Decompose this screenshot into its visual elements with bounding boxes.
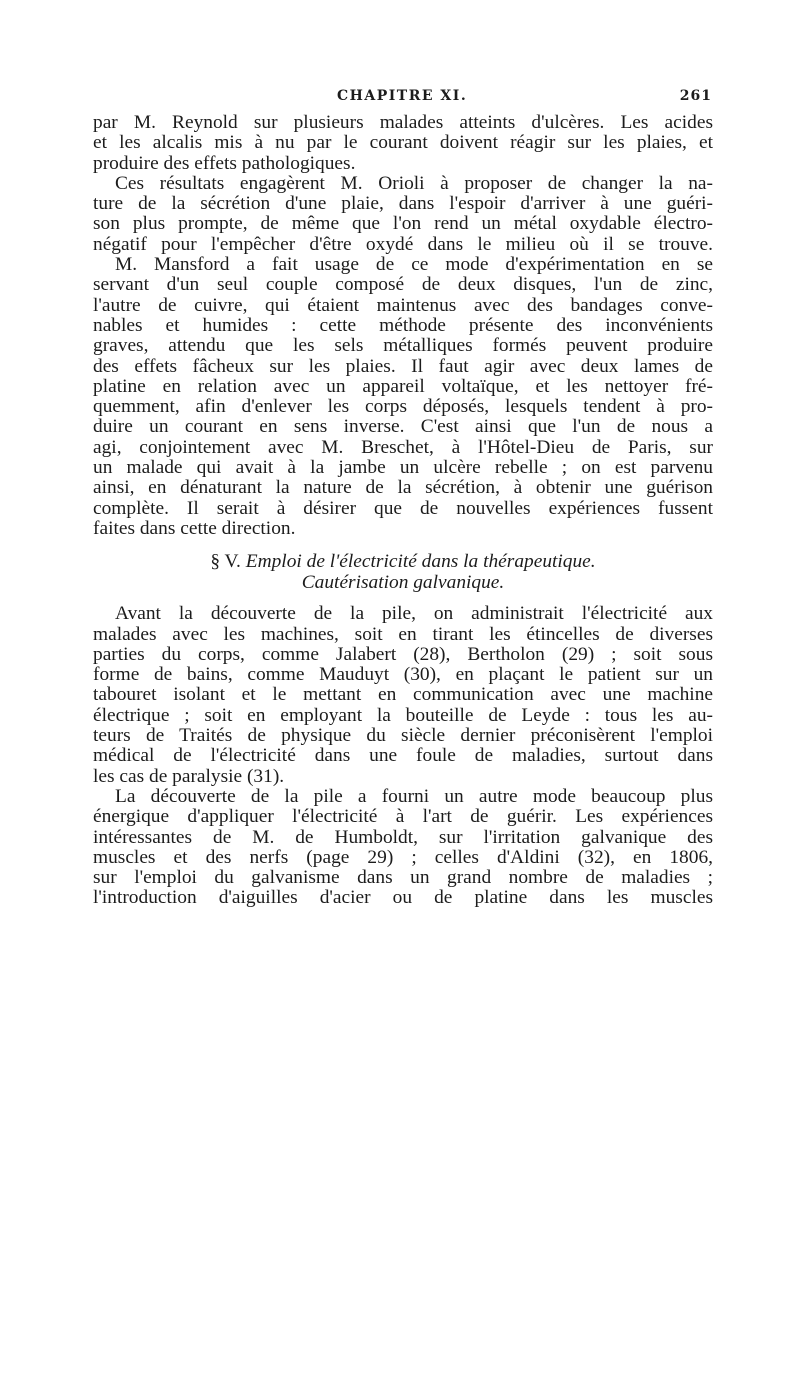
text-line: ainsi, en dénaturant la nature de la sécrétion, à obtenir une guérison — [93, 478, 713, 499]
text-line: M. Mansford a fait usage de ce mode d'expérimentation en se — [115, 255, 713, 276]
section-mark: § V. — [210, 551, 241, 573]
text-line: médical de l'électricité dans une foule de maladies, surtout dans — [93, 746, 713, 767]
page-number: 261 — [679, 88, 712, 104]
text-line: tabouret isolant et le mettant en communication avec une machine — [93, 685, 713, 706]
section-subtitle-text: Cautérisation galvanique. — [301, 572, 505, 594]
text-line: forme de bains, comme Mauduyt (30), en plaçant le patient sur un — [93, 665, 713, 686]
text-line: Ces résultats engagèrent M. Orioli à proposer de changer la na- — [115, 173, 713, 194]
text-line: sur l'emploi du galvanisme dans un grand nombre de maladies ; — [93, 868, 713, 889]
text-line: énergique d'appliquer l'électricité à l'art de guérir. Les expériences — [93, 807, 713, 828]
paragraph-orioli — [93, 174, 713, 255]
text-line: complète. Il serait à désirer que de nouvelles expériences fussent — [93, 498, 713, 519]
text-line: son plus prompte, de même que l'on rend un métal oxydable électro- — [93, 214, 713, 235]
text-line: teurs de Traités de physique du siècle dernier préconisèrent l'emploi — [93, 726, 713, 747]
text-line: un malade qui avait à la jambe un ulcère rebelle ; on est parvenu — [93, 458, 713, 479]
text-line: graves, attendu que les sels métalliques formés peuvent produire — [93, 336, 713, 357]
text-line: muscles et des nerfs (page 29) ; celles d'Aldini (32), en 1806, — [93, 847, 713, 868]
text-line: négatif pour l'empêcher d'être oxydé dans le milieu où il se trouve. — [93, 234, 713, 255]
body-text — [93, 113, 713, 909]
text-line: La découverte de la pile a fourni un autre mode beaucoup plus — [115, 786, 713, 807]
section-subtitle — [93, 572, 713, 593]
text-line: agi, conjointement avec M. Breschet, à l'Hôtel-Dieu de Paris, sur — [93, 437, 713, 458]
text-line: et les alcalis mis à nu par le courant doivent réagir sur les plaies, et — [93, 133, 713, 154]
text-line: intéressantes de M. de Humboldt, sur l'irritation galvanique des — [93, 827, 713, 848]
text-line: nables et humides : cette méthode présente des inconvénients — [93, 315, 713, 336]
paragraph-decouverte-pile — [93, 787, 713, 909]
text-line: duire un courant en sens inverse. C'est ainsi que l'un de nous a — [93, 417, 713, 438]
text-line: ture de la sécrétion d'une plaie, dans l'espoir d'arriver à une guéri- — [93, 194, 713, 215]
text-line: les cas de paralysie (31). — [93, 766, 285, 787]
paragraph-reynold — [93, 113, 713, 174]
text-line: par M. Reynold sur plusieurs malades atteints d'ulcères. Les acides — [93, 113, 713, 133]
text-line: servant d'un seul couple composé de deux disques, l'un de zinc, — [93, 275, 713, 296]
text-line: l'autre de cuivre, qui étaient maintenus avec des bandages conve- — [93, 295, 713, 316]
text-line: platine en relation avec un appareil voltaïque, et les nettoyer fré- — [93, 376, 713, 397]
text-line: faites dans cette direction. — [93, 518, 296, 539]
text-line: produire des effets pathologiques. — [93, 153, 356, 174]
section-heading — [93, 551, 713, 593]
paragraph-mansford — [93, 255, 713, 539]
text-line: parties du corps, comme Jalabert (28), Bertholon (29) ; soit sous — [93, 644, 713, 665]
section-title — [93, 551, 713, 572]
running-head: CHAPITRE XI. — [337, 88, 468, 104]
text-line: quemment, afin d'enlever les corps déposés, lesquels tendent à pro- — [93, 397, 713, 418]
paragraph-avant-la-pile — [93, 604, 713, 787]
section-title-text: Emploi de l'électricité dans la thérapeutique. — [245, 551, 596, 573]
text-line: l'introduction d'aiguilles d'acier ou de platine dans les muscles — [93, 888, 713, 909]
text-line: des effets fâcheux sur les plaies. Il faut agir avec deux lames de — [93, 356, 713, 377]
text-line: malades avec les machines, soit en tirant les étincelles de diverses — [93, 624, 713, 645]
text-line: Avant la découverte de la pile, on administrait l'électricité aux — [115, 604, 713, 625]
text-line: électrique ; soit en employant la bouteille de Leyde : tous les au- — [93, 705, 713, 726]
